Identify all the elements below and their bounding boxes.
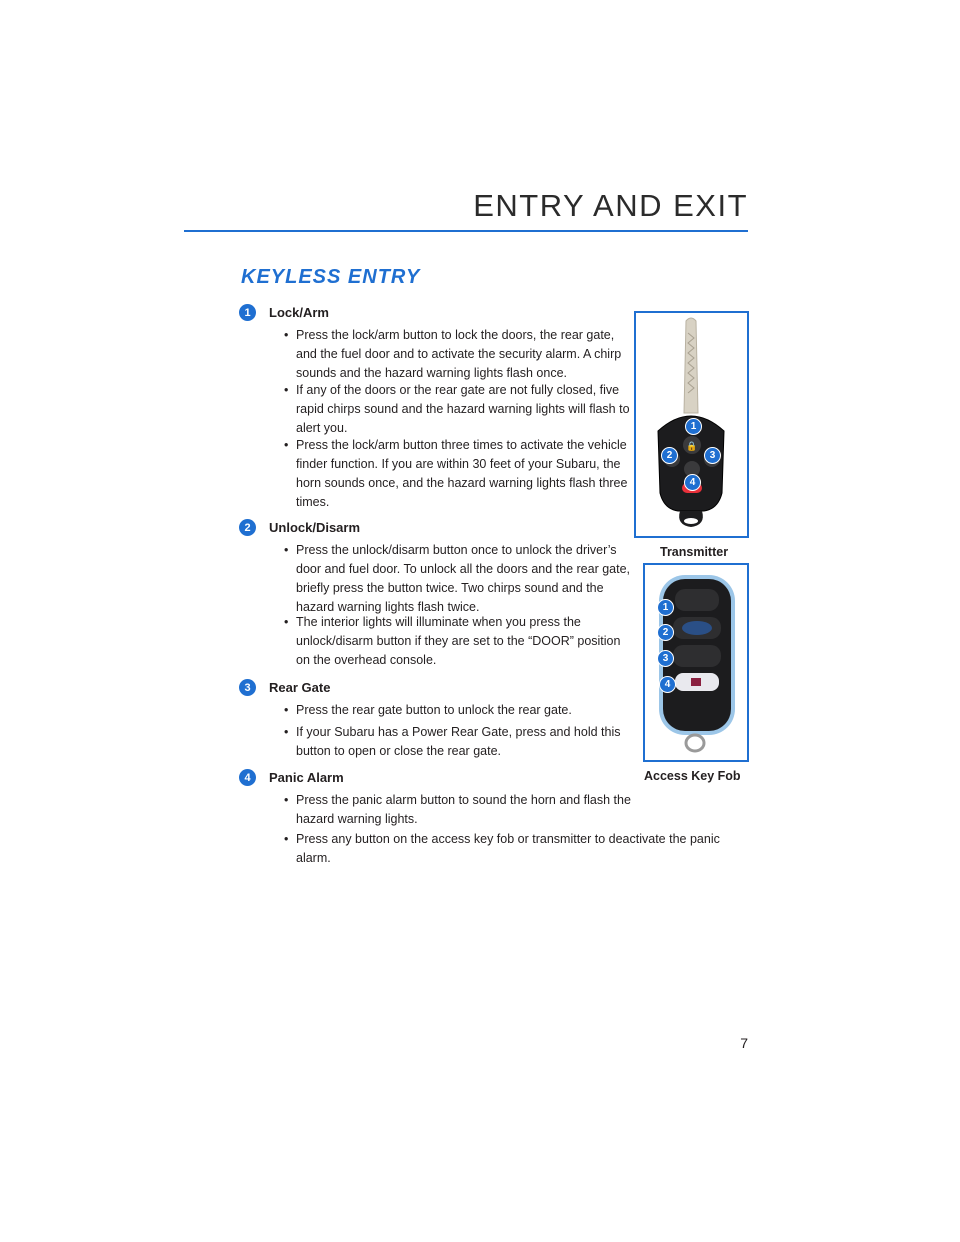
header-rule <box>184 230 748 232</box>
item-panic-alarm-heading <box>239 769 344 786</box>
fob-label-3: 3 <box>657 650 674 667</box>
svg-text:🔒: 🔒 <box>686 442 698 452</box>
access-key-fob-figure <box>643 563 749 762</box>
item-rear-gate-heading <box>239 679 330 696</box>
transmitter-figure <box>634 311 749 538</box>
transmitter-label-3: 3 <box>704 447 721 464</box>
item-title: Lock/Arm <box>269 305 329 320</box>
header-title: ENTRY AND EXIT <box>473 188 748 223</box>
number-badge: 2 <box>239 519 256 536</box>
fob-caption: Access Key Fob <box>644 769 741 783</box>
transmitter-label-2: 2 <box>661 447 678 464</box>
number-badge: 3 <box>239 679 256 696</box>
page-number: 7 <box>740 1035 748 1051</box>
bullet-text: • The interior lights will illuminate when you press the unlock/disarm button if they are set to the “DOOR” position on the overhead console. <box>284 613 636 670</box>
bullet-text: • Press the unlock/disarm button once to unlock the driver’s door and fuel door. To unlock all the doors and the rear gate, briefly press the button twice. Two chirps sound and the hazard warning lights flash twice. <box>284 541 636 617</box>
transmitter-label-4: 4 <box>684 474 701 491</box>
bullet-text: • Press the lock/arm button to lock the doors, the rear gate, and the fuel door and to activate the security alarm. A chirp sounds and the hazard warning lights flash once. <box>284 326 636 383</box>
item-title: Unlock/Disarm <box>269 520 361 535</box>
transmitter-caption: Transmitter <box>660 545 729 559</box>
number-badge: 4 <box>239 769 256 786</box>
bullet-text: • Press any button on the access key fob or transmitter to deactivate the panic alarm. <box>284 830 736 868</box>
bullet-text: • Press the lock/arm button three times to activate the vehicle finder function. If you are within 30 feet of your Subaru, the horn sounds once, and the hazard warning lights flash three times. <box>284 436 636 512</box>
bullet-text: • If any of the doors or the rear gate are not fully closed, five rapid chirps sound and the hazard warning lights will flash to alert you. <box>284 381 636 438</box>
item-title: Rear Gate <box>269 680 331 695</box>
fob-label-2: 2 <box>657 624 674 641</box>
number-badge: 1 <box>239 304 256 321</box>
fob-label-1: 1 <box>657 599 674 616</box>
transmitter-label-1: 1 <box>685 418 702 435</box>
bullet-text: • Press the panic alarm button to sound the horn and flash the hazard warning lights. <box>284 791 636 829</box>
bullet-text: • Press the rear gate button to unlock the rear gate. <box>284 701 636 720</box>
item-title: Panic Alarm <box>269 770 344 785</box>
section-title: KEYLESS ENTRY <box>241 266 421 288</box>
item-unlock-disarm-heading <box>239 519 360 536</box>
bullet-text: • If your Subaru has a Power Rear Gate, press and hold this button to open or close the rear gate. <box>284 723 636 761</box>
item-lock-arm-heading <box>239 304 329 321</box>
fob-label-4: 4 <box>659 676 676 693</box>
